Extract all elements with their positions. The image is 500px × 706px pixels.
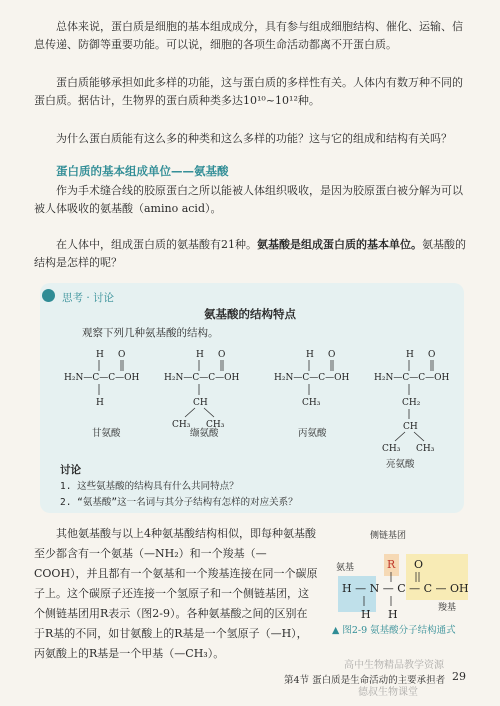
leucine-structure: [374, 350, 449, 454]
svg-text:H: H: [388, 608, 398, 621]
svg-text:O: O: [218, 350, 226, 360]
svg-text:R: R: [387, 558, 396, 571]
figure-caption: ▲ 图2-9 氨基酸分子结构通式: [332, 625, 456, 636]
svg-text:H: H: [406, 350, 414, 360]
svg-text:H₂N—C—C—OH: H₂N—C—C—OH: [64, 373, 140, 383]
side-chain-label: 侧链基团: [370, 531, 407, 541]
label-leucine: 亮氨酸: [386, 459, 415, 470]
svg-text:CH₃: CH₃: [416, 444, 435, 454]
label-glycine: 甘氨酸: [92, 428, 121, 439]
svg-text:CH₃: CH₃: [172, 420, 191, 430]
watermark-line-1: 高中生物精品教学资源: [344, 660, 444, 671]
svg-text:H₂N—C—C—OH: H₂N—C—C—OH: [374, 373, 450, 383]
svg-text:H: H: [96, 350, 104, 360]
svg-text:O: O: [428, 350, 436, 360]
discussion-header: 讨论: [60, 464, 81, 476]
glycine-structure: [64, 350, 139, 408]
label-valine: 缬氨酸: [190, 428, 219, 439]
paragraph-general-structure: 其他氨基酸与以上4种氨基酸结构相似，即每种氨基酸至少都含有一个氨基（—NH₂）和一个羧基（—COOH），并且都有一个氨基和一个羧基连接在同一个碳原子上。这个碳原子还连接一个氢原子和一个侧链基团，这个侧链基团用R表示（图2-9）。各种氨基酸之间的区别在于R基的不同，如甘氨酸上的R基是一个氢原子（—H），丙氨酸上的R基是一个甲基（—CH₃）。: [34, 527, 318, 660]
svg-text:H₂N—C—C—OH: H₂N—C—C—OH: [164, 373, 240, 383]
svg-text:CH₃: CH₃: [302, 398, 321, 408]
discussion-title: 氨基酸的结构特点: [204, 307, 296, 321]
discussion-intro: 观察下列几种氨基酸的结构。: [82, 327, 219, 339]
section-title: 蛋白质的基本组成单位——氨基酸: [56, 164, 229, 178]
svg-text:O: O: [414, 558, 424, 571]
svg-text:H: H: [196, 350, 204, 360]
svg-text:O: O: [118, 350, 126, 360]
svg-text:CH₃: CH₃: [206, 420, 225, 430]
amino-question-text: 氨基酸的结构是怎样的呢？: [34, 238, 466, 269]
amino-group-label: 氨基: [336, 563, 355, 573]
footer-section: 第4节 蛋白质是生命活动的主要承担者: [284, 675, 446, 686]
discussion-question-1: 1. 这些氨基酸的结构具有什么共同特点？: [60, 481, 239, 492]
svg-text:CH: CH: [193, 398, 208, 408]
svg-text:H — N — C — C — OH: H — N — C — C — OH: [342, 582, 469, 595]
paragraph-protein-diversity: 蛋白质能够承担如此多样的功能，这与蛋白质的多样性有关。人体内有数万种不同的蛋白质。据估计，生物界的蛋白质种类多达10¹⁰~10¹²种。: [34, 76, 463, 107]
lightbulb-icon: [42, 289, 55, 302]
page-number: 29: [452, 670, 466, 683]
svg-text:CH₃: CH₃: [382, 444, 401, 454]
svg-text:H: H: [361, 608, 371, 621]
svg-text:H: H: [306, 350, 314, 360]
discussion-question-2: 2. “氨基酸”这一名词与其分子结构有怎样的对应关系？: [60, 497, 298, 508]
svg-text:O: O: [328, 350, 336, 360]
paragraph-collagen: 作为手术缝合线的胶原蛋白之所以能被人体组织吸收，是因为胶原蛋白被分解为可以被人体吸收的氨基酸（amino acid）。: [34, 184, 463, 215]
paragraph-question: 为什么蛋白质能有这么多的种类和这么多样的功能？这与它的组成和结构有关吗？: [56, 132, 452, 145]
label-alanine: 丙氨酸: [298, 428, 327, 439]
svg-text:H₂N—C—C—OH: H₂N—C—C—OH: [274, 373, 350, 383]
svg-text:CH₂: CH₂: [402, 398, 421, 408]
paragraph-amino-count: [34, 236, 470, 272]
discussion-label: 思考 · 讨论: [62, 292, 115, 304]
carboxyl-group-label: 羧基: [438, 603, 457, 613]
svg-text:CH: CH: [403, 422, 418, 432]
svg-text:H: H: [96, 398, 104, 408]
amino-basic-unit-text: 氨基酸是组成蛋白质的基本单位。: [257, 238, 422, 251]
alanine-structure: [274, 350, 349, 408]
amino-count-text: 在人体中，组成蛋白质的氨基酸有21种。: [56, 238, 257, 251]
paragraph-protein-summary: 总体来说，蛋白质是细胞的基本组成成分，具有参与组成细胞结构、催化、运输、信息传递、防御等重要功能。可以说，细胞的各项生命活动都离不开蛋白质。: [34, 20, 463, 51]
watermark-line-2: 德叔生物课堂: [358, 687, 418, 698]
valine-structure: [164, 350, 239, 430]
